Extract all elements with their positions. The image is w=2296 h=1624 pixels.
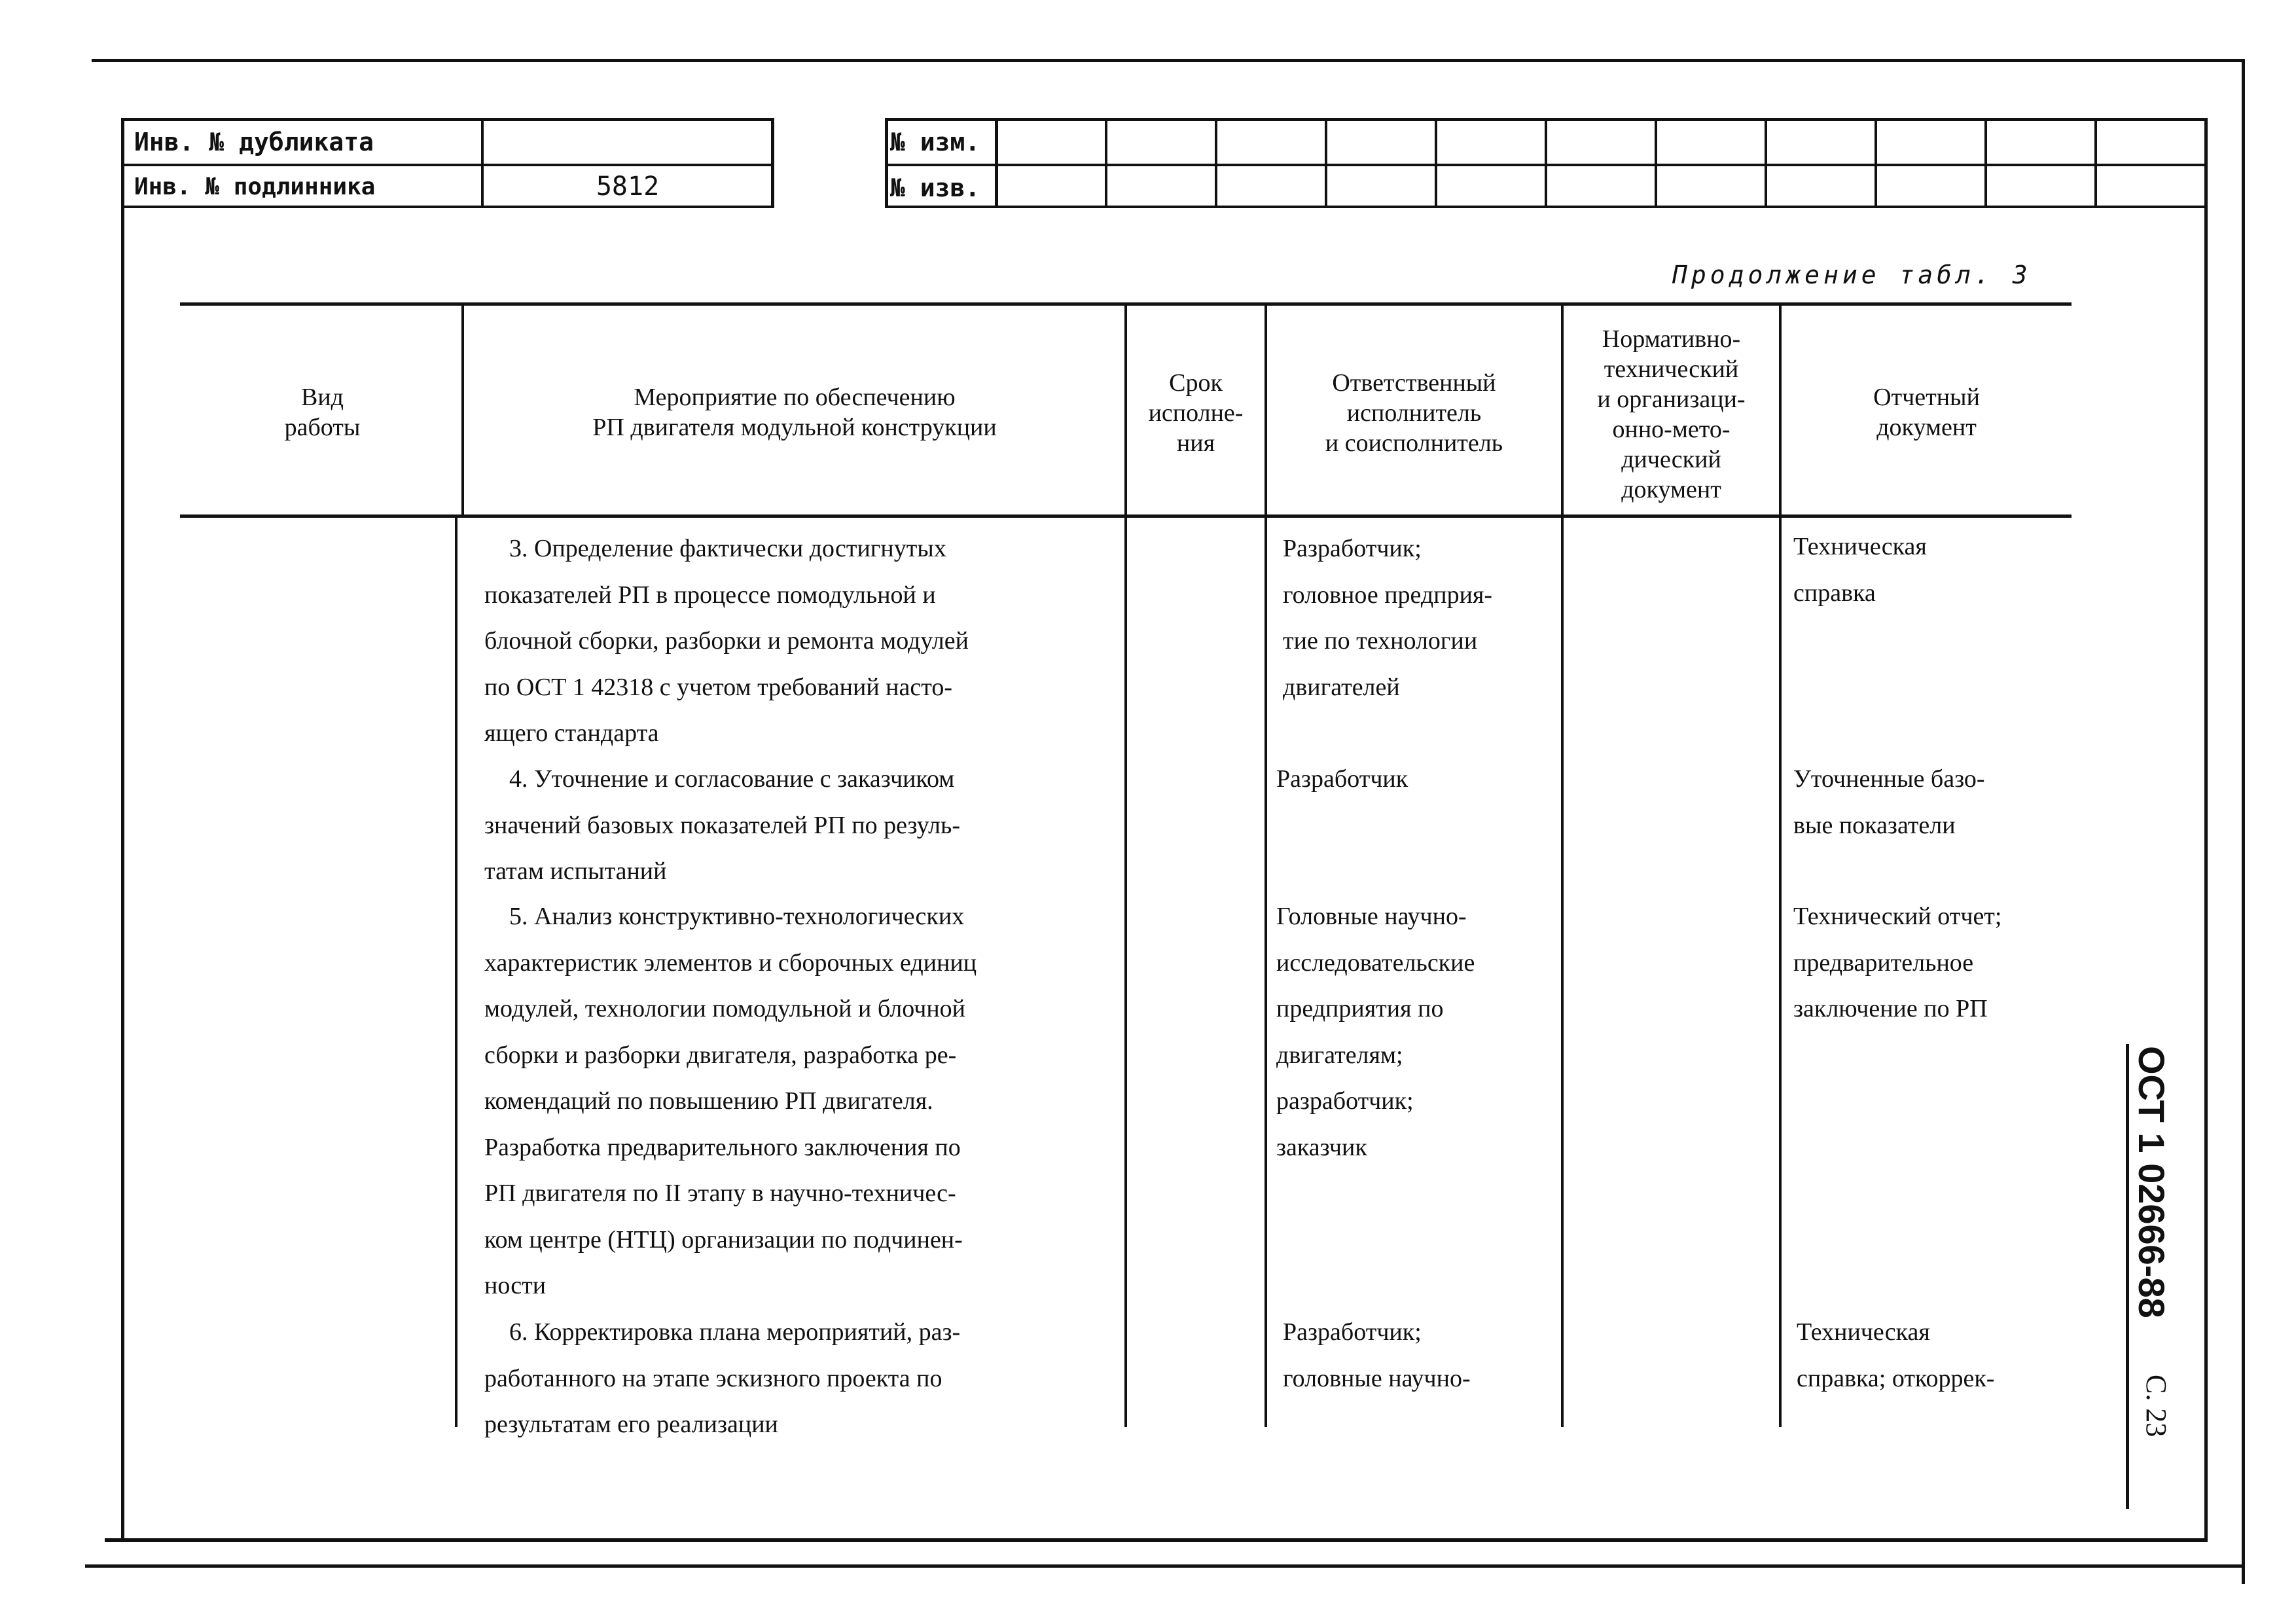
frame-top-left-line bbox=[121, 118, 774, 121]
frame-left-line bbox=[121, 118, 124, 1542]
header-deadline: Срок исполне- ния bbox=[1148, 369, 1244, 457]
change-grid-column-line bbox=[2094, 118, 2097, 208]
measure-cell: 3. Определение фактически достигнутых показателей РП в процессе помодульной и блочной сборки, разборки и ремонта модулей по ОСТ 1 42318 с учетом требований насто- ящего стандарта bbox=[484, 535, 969, 747]
change-grid-column-line bbox=[1984, 118, 1987, 208]
header-report-doc: Отчетный документ bbox=[1873, 384, 1980, 441]
sheet-right-line bbox=[2242, 59, 2245, 1584]
body-col-line-1 bbox=[455, 516, 457, 1427]
report-cell: Технический отчет; предварительное заключение по РП bbox=[1793, 903, 2002, 1022]
col-line-3 bbox=[1265, 304, 1267, 1427]
header-executor: Ответственный исполнитель и соисполнитель bbox=[1325, 369, 1503, 457]
report-cell: Техническая справка; откоррек- bbox=[1797, 1318, 1995, 1392]
change-grid-column-line bbox=[1874, 118, 1877, 208]
inv-duplicate-label: Инв. № дубликата bbox=[134, 128, 374, 156]
change-grid-column-line bbox=[1435, 118, 1437, 208]
change-grid-column-line bbox=[1545, 118, 1547, 208]
col-line-2 bbox=[1124, 304, 1127, 1427]
measure-cell: 5. Анализ конструктивно-технологических характеристик элементов и сборочных единиц модулей, технологии помодульной и блочной сборки и разборки двигателя, разработка ре- комендаций по повышению РП двигателя. Разработка предварительного заключения по РП двигателя по II этапу в научно-техничес- ком центре (НТЦ) организации по подчинен- ности bbox=[484, 903, 977, 1299]
header-measure: Мероприятие по обеспечению РП двигателя модульной конструкции bbox=[592, 384, 997, 441]
frame-top-right-line bbox=[887, 118, 2208, 121]
sheet-top-line bbox=[92, 59, 2245, 62]
stamp-bottom-line bbox=[121, 206, 774, 208]
change-no-label: № изм. bbox=[890, 128, 980, 156]
header-col-line-1 bbox=[461, 304, 464, 517]
change-grid-column-line bbox=[1765, 118, 1767, 208]
report-cell: Техническая справка bbox=[1793, 533, 1927, 607]
change-grid-column-line bbox=[1325, 118, 1327, 208]
frame-bottom-line bbox=[105, 1538, 2208, 1542]
stamp-col-divider bbox=[481, 118, 484, 208]
standard-designation: ОСТ 1 02666-88 bbox=[2131, 1046, 2172, 1318]
stamp-right-line bbox=[771, 118, 774, 208]
header-work-type: Вид работы bbox=[284, 384, 361, 441]
sheet-bottom-line bbox=[85, 1564, 2245, 1568]
change-grid-column-line bbox=[1215, 118, 1217, 208]
executor-cell: Разработчик bbox=[1276, 765, 1408, 793]
table-caption: Продолжение табл. 3 bbox=[1672, 261, 2032, 289]
frame-right-line bbox=[2204, 118, 2208, 1542]
change-grid-label-divider bbox=[995, 118, 998, 208]
change-grid-left-line bbox=[885, 118, 888, 208]
measure-cell: 6. Корректировка плана мероприятий, раз- работанного на этапе эскизного проекта по результатам его реализации bbox=[484, 1318, 961, 1438]
change-grid-column-line bbox=[1655, 118, 1657, 208]
designation-rule bbox=[2126, 1044, 2129, 1509]
stamp-row-divider bbox=[121, 164, 774, 166]
header-normative-doc: Нормативно- технический и организаци- онно-мето- дический документ bbox=[1597, 325, 1746, 503]
inv-original-value: 5812 bbox=[596, 171, 660, 202]
measure-cell: 4. Уточнение и согласование с заказчиком значений базовых показателей РП по резуль- татам испытаний bbox=[484, 765, 960, 885]
executor-cell: Разработчик; головное предприя- тие по технологии двигателей bbox=[1283, 535, 1493, 701]
page-label: С. 23 bbox=[2140, 1375, 2172, 1437]
executor-cell: Головные научно- исследовательские предприятия по двигателям; разработчик; заказчик bbox=[1276, 903, 1475, 1161]
executor-cell: Разработчик; головные научно- bbox=[1283, 1318, 1471, 1392]
report-cell: Уточненные базо- вые показатели bbox=[1793, 765, 1985, 839]
notice-no-label: № изв. bbox=[890, 173, 980, 202]
inv-original-label: Инв. № подлинника bbox=[134, 173, 376, 200]
change-grid-column-line bbox=[1105, 118, 1107, 208]
col-line-5 bbox=[1779, 304, 1782, 1427]
